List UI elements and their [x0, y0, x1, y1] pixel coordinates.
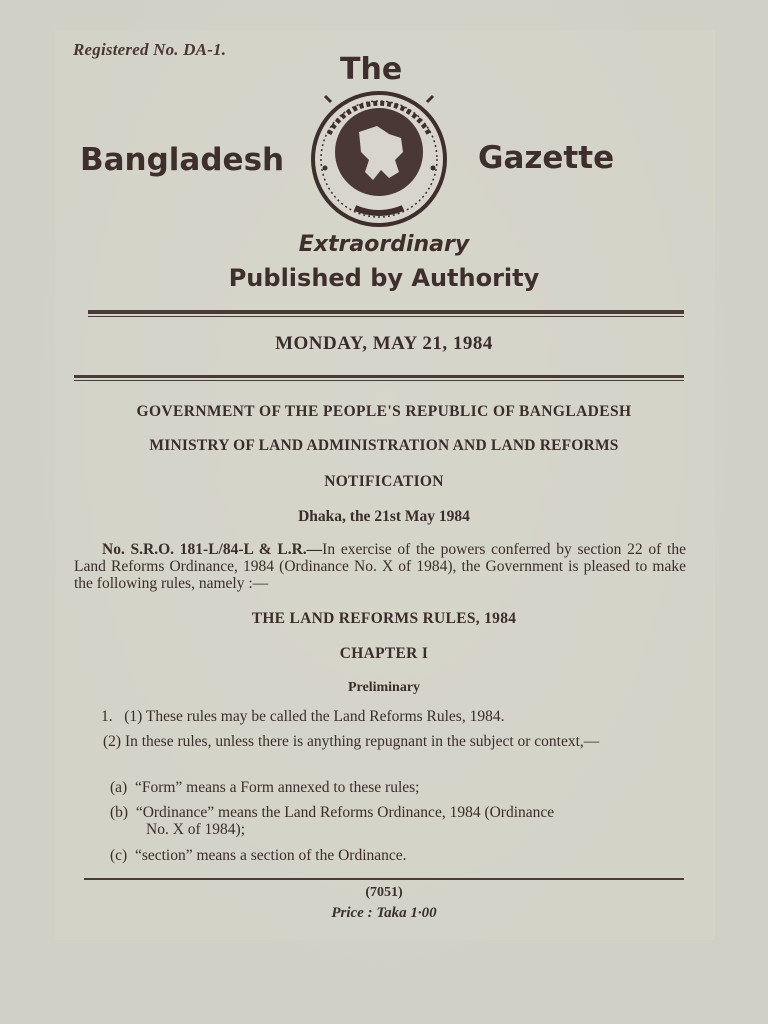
section-heading: Preliminary: [347, 680, 421, 695]
masthead-the: The: [340, 52, 403, 87]
published-by-authority: Published by Authority: [228, 264, 540, 292]
top-rule: [88, 310, 684, 314]
masthead-gazette: Gazette: [478, 140, 615, 176]
rules-title: THE LAND REFORMS RULES, 1984: [251, 610, 517, 627]
definition-b-line1: (b) “Ordinance” means the Land Reforms Ordinance, 1984 (Ordinance: [110, 804, 555, 821]
date-rule-thin: [74, 380, 684, 381]
issue-date: MONDAY, MAY 21, 1984: [275, 333, 493, 354]
rule-1: 1. (1) These rules may be called the Land Reforms Rules, 1984.: [101, 708, 505, 725]
rule-2: (2) In these rules, unless there is anything repugnant in the subject or context,—: [103, 733, 600, 750]
footer-rule: [84, 878, 684, 880]
definition-b-line2: No. X of 1984);: [146, 821, 246, 838]
notification-heading: NOTIFICATION: [324, 473, 444, 490]
page-number: (7051): [365, 885, 403, 900]
extraordinary-label: Extraordinary: [298, 232, 470, 257]
masthead-bangladesh: Bangladesh: [80, 142, 285, 178]
government-heading: GOVERNMENT OF THE PEOPLE'S REPUBLIC OF BANGLADESH: [136, 403, 632, 420]
government-seal-icon: [303, 88, 455, 230]
notification-body: In exercise of the powers conferred by section 22 of the Land Reforms Ordinance, 1984 (Ordinance No. X of 1984), the Government is pleased to make the following rules, namely :—: [74, 541, 686, 592]
place-date-line: Dhaka, the 21st May 1984: [298, 508, 470, 525]
chapter-heading: CHAPTER I: [339, 645, 429, 662]
top-rule-thin: [88, 316, 684, 317]
definition-a: (a) “Form” means a Form annexed to these rules;: [110, 779, 420, 796]
definition-c: (c) “section” means a section of the Ordinance.: [110, 847, 407, 864]
sro-number: No. S.R.O. 181-L/84-L & L.R.—: [102, 541, 323, 558]
definition-b: [110, 804, 686, 838]
price-label: Price : Taka 1·00: [331, 905, 437, 921]
ministry-heading: MINISTRY OF LAND ADMINISTRATION AND LAND REFORMS: [149, 437, 619, 454]
notification-paragraph: [74, 541, 686, 592]
registration-number: Registered No. DA-1.: [73, 40, 227, 59]
date-rule: [74, 375, 684, 378]
